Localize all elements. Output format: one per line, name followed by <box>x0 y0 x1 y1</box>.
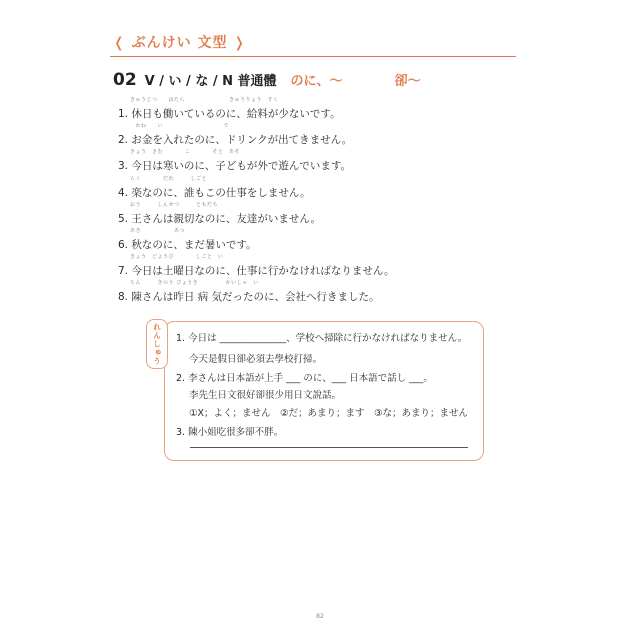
page-number: 82 <box>316 613 324 620</box>
example-sentence <box>118 201 448 227</box>
grammar-number: 02 <box>113 70 137 90</box>
example-text: 6. 秋なのに、まだ暑いです。 <box>118 238 257 251</box>
practice-options: ①X；よく；ません ②だ；あまり；ます ③な；あまり；ません <box>189 408 469 419</box>
example-sentence <box>118 227 448 253</box>
practice-question-3: 3. 陳小姐吃很多卻不胖。 <box>176 427 284 438</box>
furigana: あき あつ <box>130 227 186 234</box>
answer-line <box>190 447 468 448</box>
example-text: 4. 楽なのに、誰もこの仕事をしません。 <box>118 186 311 199</box>
practice-tag-label: れんしゅう <box>152 322 162 366</box>
example-text: 5. 王さんは親切なのに、友達がいません。 <box>118 212 321 225</box>
furigana: おう しんせつ ともだち <box>130 201 219 208</box>
grammar-pattern: V / い / な / N 普通體 <box>144 74 277 89</box>
practice-tag <box>146 319 168 369</box>
example-list <box>118 96 448 306</box>
header-divider <box>110 56 516 57</box>
practice-translation-2: 李先生日文很好卻很少用日文說話。 <box>189 390 342 401</box>
example-text: 7. 今日は土曜日なのに、仕事に行かなければなりません。 <box>118 265 395 278</box>
grammar-meaning: 卻〜 <box>394 74 421 89</box>
example-text: 8. 陳さんは昨日 病 気だったのに、会社へ行きました。 <box>118 291 380 304</box>
section-title: ❬ ぶんけい 文型 ❭ <box>113 35 247 51</box>
example-text: 3. 今日は寒いのに、子どもが外で遊んでいます。 <box>118 160 352 173</box>
furigana: きょう どようび しごと い <box>130 254 224 261</box>
example-sentence <box>118 279 448 305</box>
example-sentence <box>118 253 448 279</box>
furigana: ちん きのう びょうき かいしゃ い <box>130 280 259 287</box>
furigana: きょう さむ こ そと あそ <box>130 149 241 156</box>
example-sentence <box>118 148 448 174</box>
example-sentence <box>118 122 448 148</box>
example-sentence <box>118 96 448 122</box>
furigana: かね い で <box>130 123 230 130</box>
practice-question-1: 1. 今日は ______________、学校へ掃除に行かなければなりません。 <box>176 333 468 344</box>
grammar-form: のに、〜 <box>290 74 343 89</box>
furigana: らく だれ しごと <box>130 175 208 182</box>
grammar-title <box>113 70 421 92</box>
practice-question-2: 2. 李さんは日本語が上手 ___ のに、___ 日本語で話し ___。 <box>176 373 433 384</box>
furigana: きゅうじつ はたら きゅうりょう すく <box>130 97 279 103</box>
example-sentence <box>118 175 448 201</box>
example-text: 1. 休日も働いているのに、給料が少ないです。 <box>118 108 341 120</box>
example-text: 2. お金を入れたのに、ドリンクが出てきません。 <box>118 134 353 147</box>
practice-translation-1: 今天是假日卻必須去學校打掃。 <box>189 354 323 365</box>
